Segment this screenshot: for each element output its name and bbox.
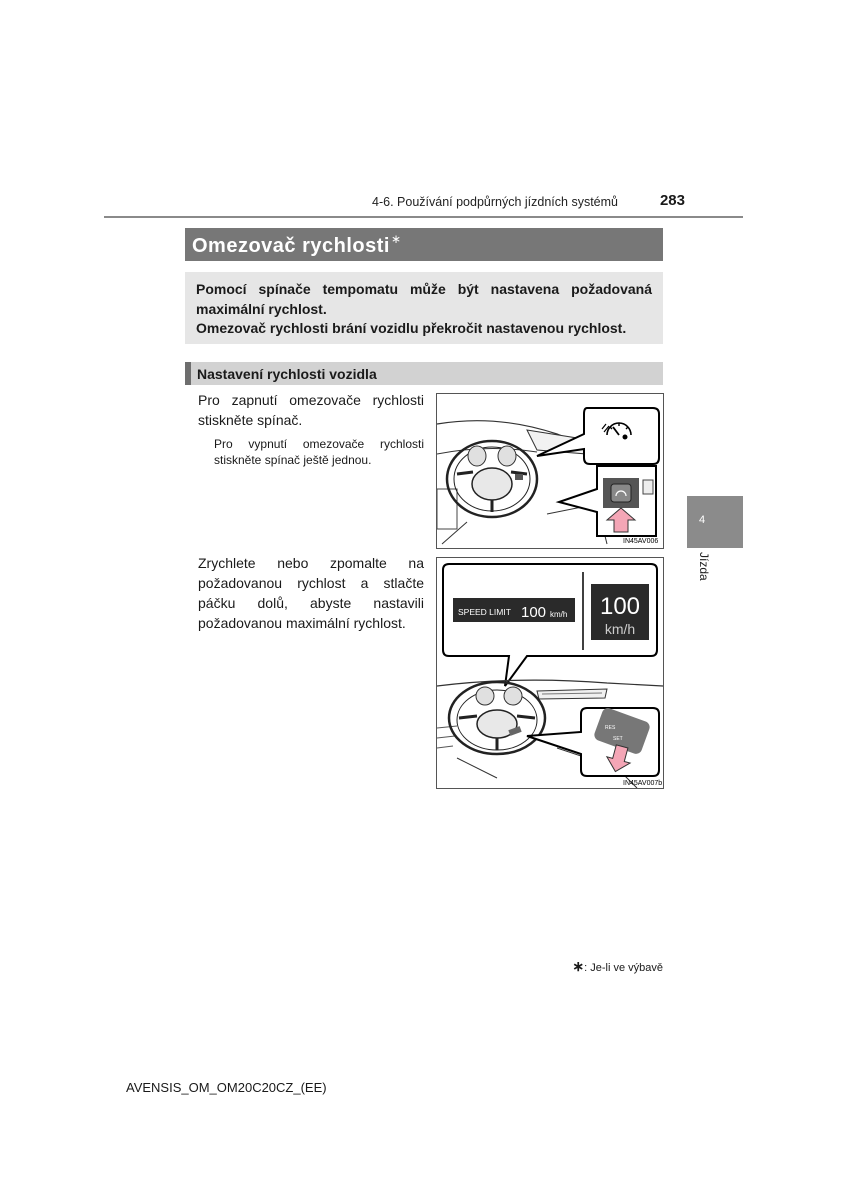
subsection-accent [185,362,191,385]
lever-label-res: RES [605,725,616,731]
chapter-tab-label-wrap [691,552,715,592]
figure-speed-limiter-switch [436,393,664,549]
step-2-text: Zrychlete nebo zpomalte na požadovanou rychlost a stlačte páčku dolů, abyste nastavili požadovanou maximální rychlost. [198,555,424,631]
intro-line-2: Omezovač rychlosti brání vozidlu překročit nastavenou rychlost. [196,320,627,336]
subsection-bar [185,362,663,385]
step-1-note: Pro vypnutí omezovače rychlosti stiskněte spínač ještě jednou. [214,437,424,467]
subsection-title: Nastavení rychlosti vozidla [197,366,377,382]
chapter-tab [687,496,743,548]
footnote-marker: ∗ [572,958,585,974]
document-code: AVENSIS_OM_OM20C20CZ_(EE) [126,1080,327,1095]
footnote-text: : Je-li ve výbavě [584,962,663,974]
figure-2-drawing [437,558,663,788]
intro-line-1: Pomocí spínače tempomatu může být nastavena požadovaná maximální rychlost. [196,281,652,317]
footnote [540,958,663,975]
chapter-tab-number: 4 [699,514,706,526]
optional-equipment-marker: ∗ [390,232,402,246]
lever-label-set: SET [613,736,623,742]
page-title: Omezovač rychlosti∗ [192,232,402,257]
figure-2-code: IN45AV007b [623,780,663,787]
chapter-tab-label: Jízda [697,552,711,581]
big-speed-unit: km/h [604,621,636,637]
chapter-section-heading: 4-6. Používání podpůrných jízdních systémů [372,195,618,209]
speed-limit-value: 100 [521,604,547,621]
big-speed-value: 100 [599,593,641,620]
speed-limit-label: SPEED LIMIT [458,607,511,617]
figure-1-code: IN45AV006 [623,538,659,545]
step-1 [198,390,424,468]
step-2 [198,553,424,633]
page-number: 283 [659,192,685,209]
page-title-bar [185,228,663,261]
figure-1-drawing [437,394,663,548]
intro-box [185,272,663,344]
header-rule [104,216,743,218]
figure-set-speed-limit [436,557,664,789]
speed-limit-unit: km/h [550,610,568,619]
step-1-text: Pro zapnutí omezovače rychlosti stiskněte spínač. [198,392,424,428]
